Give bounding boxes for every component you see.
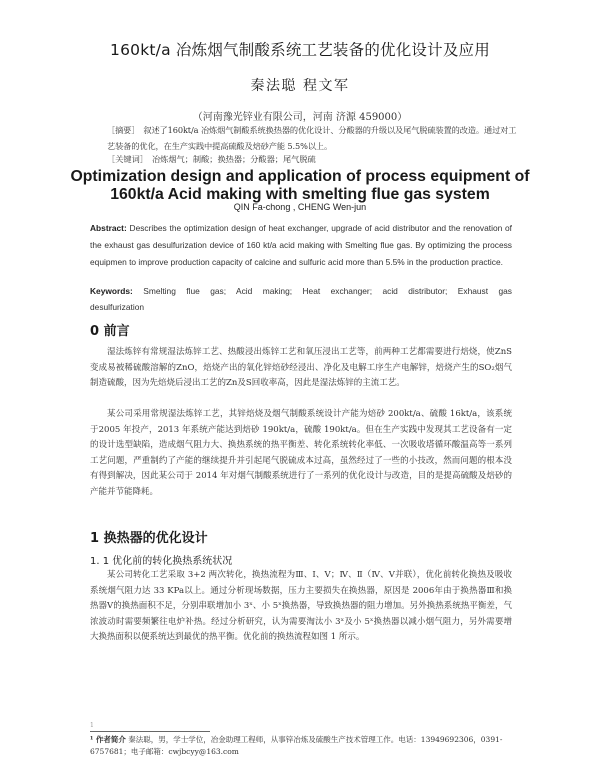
footnote-divider: [90, 731, 210, 732]
chinese-abstract: [107, 122, 517, 154]
abstract-tag: ［摘要］: [107, 125, 140, 135]
chinese-title: 160kt/a 冶炼烟气制酸系统工艺装备的优化设计及应用: [110, 41, 490, 59]
footnote-text: 秦法聪，男，学士学位，冶金助理工程师，从事锌冶炼及硫酸生产技术管理工作。电话：13949692306，0391-6757681；电子邮箱：cwjbcyy@163.com: [90, 735, 503, 756]
stray-mark: 1: [90, 722, 94, 729]
keywords-text: 冶炼烟气；制酸；换热器；分酸器；尾气脱硫: [151, 154, 316, 164]
author-footnote: [90, 734, 520, 758]
abstract-text: 叙述了160kt/a 冶炼烟气制酸系统换热器的优化设计、分酸器的升级以及尾气脱硫装置的改造。通过对工艺装备的优化，在生产实践中提高硫酸及焙砂产能 5.5%以上。: [107, 125, 517, 151]
chinese-keywords: [107, 154, 517, 165]
section-0-heading: 0 前言: [90, 324, 130, 339]
chinese-affiliation: （河南豫光锌业有限公司，河南 济源 459000）: [192, 112, 408, 123]
subsection-1-1-heading: 1. 1 优化前的转化换热系统状况: [90, 556, 233, 567]
footnote-label: ¹ 作者简介: [90, 735, 126, 744]
keywords-en-text: Smelting flue gas; Acid making; Heat exchanger; acid distributor; Exhaust gas desulfurization: [90, 286, 512, 312]
section-1-paragraph-1: 某公司转化工艺采取 3+2 两次转化，换热流程为Ⅲ、Ⅰ、Ⅴ；Ⅳ、Ⅱ（Ⅳ、Ⅴ并联），优化前转化换热及吸收系统烟气阻力达 33 KPa以上。通过分析现场数据，压力主要损失在换热器，原因是 2006年由于换热器Ⅲ和换热器Ⅴ的换热面积不足，分别串联增加小 3ˣ、小 5ˣ换热器，导致换热器的阻力增加。另外换热系统热平衡差，气浓波动时需要频繁往电炉补热。经过分析研究，认为需要淘汰小 3ˣ及小 5ˣ换热器以减小烟气阻力，另外需要增大换热面积以便系统达到最优的热平衡。优化前的换热流程如图 1 所示。: [90, 570, 512, 642]
english-title: Optimization design and application of process equipment of 160kt/a Acid making with smelting flue gas system: [70, 168, 530, 203]
english-abstract: [90, 220, 512, 271]
section-0-paragraph-1: 湿法炼锌有常规湿法炼锌工艺、热酸浸出炼锌工艺和氧压浸出工艺等，前两种工艺都需要进行焙烧，使ZnS变成易被稀硫酸溶解的ZnO，焙烧产出的氧化锌焙砂经浸出、净化及电解工序生产电解锌，焙烧产生的SO₂烟气制造硫酸，因为先焙烧后浸出工艺的Zn及S回收率高，因此是湿法炼锌的主流工艺。: [90, 347, 512, 388]
abstract-label: Abstract:: [90, 223, 127, 233]
section-1-heading: 1 换热器的优化设计: [90, 531, 208, 546]
keywords-label: Keywords:: [90, 286, 133, 296]
chinese-authors: 秦法聪 程文军: [250, 78, 350, 94]
keywords-tag: ［关键词］: [107, 154, 148, 164]
section-0-paragraph-2: 某公司采用常规湿法炼锌工艺，其锌焙烧及烟气制酸系统设计产能为焙砂 200kt/a、硫酸 16kt/a，该系统于2005 年投产，2013 年系统产能达到焙砂 190kt/a，硫酸 190kt/a。但在生产实践中发现其工艺设备有一定的设计选型缺陷，造成烟气阻力大、换热系统的热平衡差、转化系统转化率低、一次吸收塔循环酸温高等一系列工艺问题，严重制约了产能的继续提升并引起尾气脱硫成本过高，虽然经过了一些的小技改，然而问题的根本没有得到解决，因此某公司于 2014 年对烟气制酸系统进行了一系列的优化设计与改造，目的是提高硫酸及焙砂的产能并节能降耗。: [90, 409, 512, 497]
abstract-en-text: Describes the optimization design of heat exchanger, upgrade of acid distributor and the renovation of the exhaust gas desulfurization device of 160 kt/a acid making with Smelting flue gas. By optimizing the process equipmen to improve production capacity of calcine and sulfuric acid more than 5.5% in the production practice.: [90, 223, 512, 267]
english-keywords: [90, 283, 512, 315]
english-authors: QIN Fa-chong , CHENG Wen-jun: [233, 202, 367, 212]
